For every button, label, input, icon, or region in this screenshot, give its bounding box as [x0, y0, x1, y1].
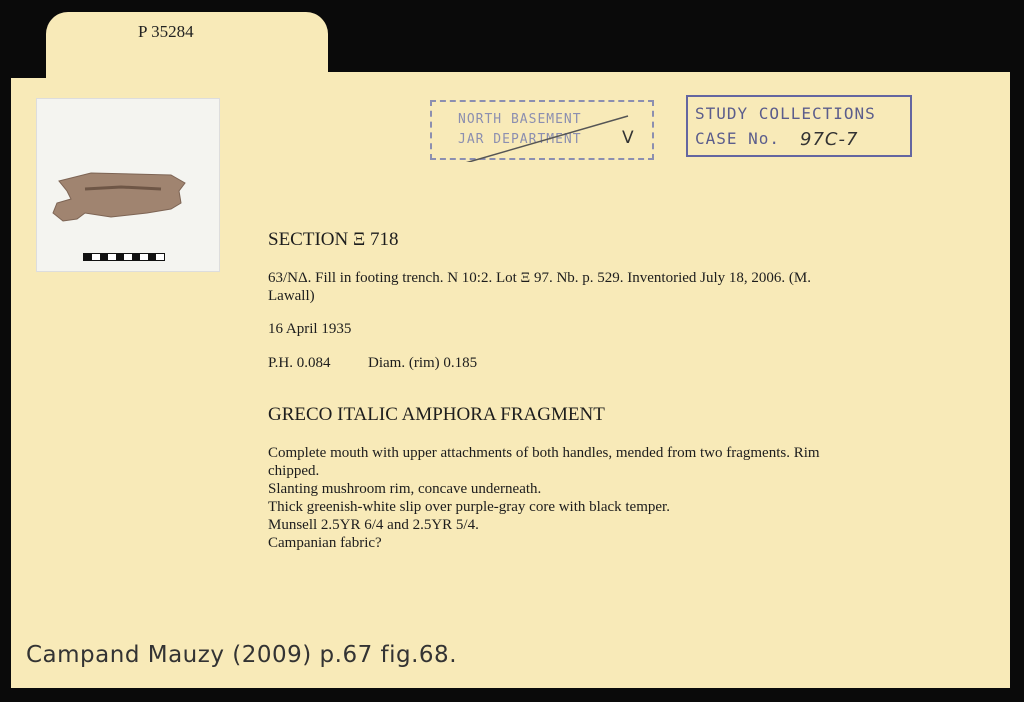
handwritten-bibliography: Campand Mauzy (2009) p.67 fig.68.	[26, 642, 458, 668]
description-line: Campanian fabric?	[268, 535, 382, 551]
description-line: Complete mouth with upper attachments of both handles, mended from two fragments. Rim	[268, 445, 820, 461]
north-basement-stamp	[430, 100, 654, 160]
study-collections-stamp	[686, 95, 912, 157]
description-line: Thick greenish-white slip over purple-gray core with black temper.	[268, 499, 670, 515]
stamp-old-line2: JAR DEPARTMENT	[458, 132, 582, 147]
stamp-old-roman: V	[622, 128, 635, 148]
photo-scale-bar	[83, 253, 165, 261]
stamp-new-line2-label: CASE No.	[695, 129, 781, 148]
object-title: GRECO ITALIC AMPHORA FRAGMENT	[268, 404, 605, 425]
stamp-new-line1: STUDY COLLECTIONS	[695, 104, 876, 123]
dimension-diameter: Diam. (rim) 0.185	[368, 355, 478, 371]
stamp-new-case-number: 97C-7	[800, 129, 859, 150]
description-line: Munsell 2.5YR 6/4 and 2.5YR 5/4.	[268, 517, 479, 533]
amphora-sherd-image	[51, 169, 191, 239]
stamp-strikethrough	[432, 102, 652, 162]
excavation-date: 16 April 1935	[268, 321, 352, 337]
stamp-old-line1: NORTH BASEMENT	[458, 112, 582, 127]
description-line: chipped.	[268, 463, 320, 479]
description-line: Slanting mushroom rim, concave underneath.	[268, 481, 542, 497]
section-title: SECTION Ξ 718	[268, 229, 399, 250]
object-photo	[36, 98, 220, 272]
inventory-number: P 35284	[138, 22, 194, 41]
context-line-2: Lawall)	[268, 288, 315, 304]
dimension-height: P.H. 0.084	[268, 355, 331, 371]
context-line: 63/NΔ. Fill in footing trench. N 10:2. Lot Ξ 97. Nb. p. 529. Inventoried July 18, 2006. (M.	[268, 270, 812, 286]
